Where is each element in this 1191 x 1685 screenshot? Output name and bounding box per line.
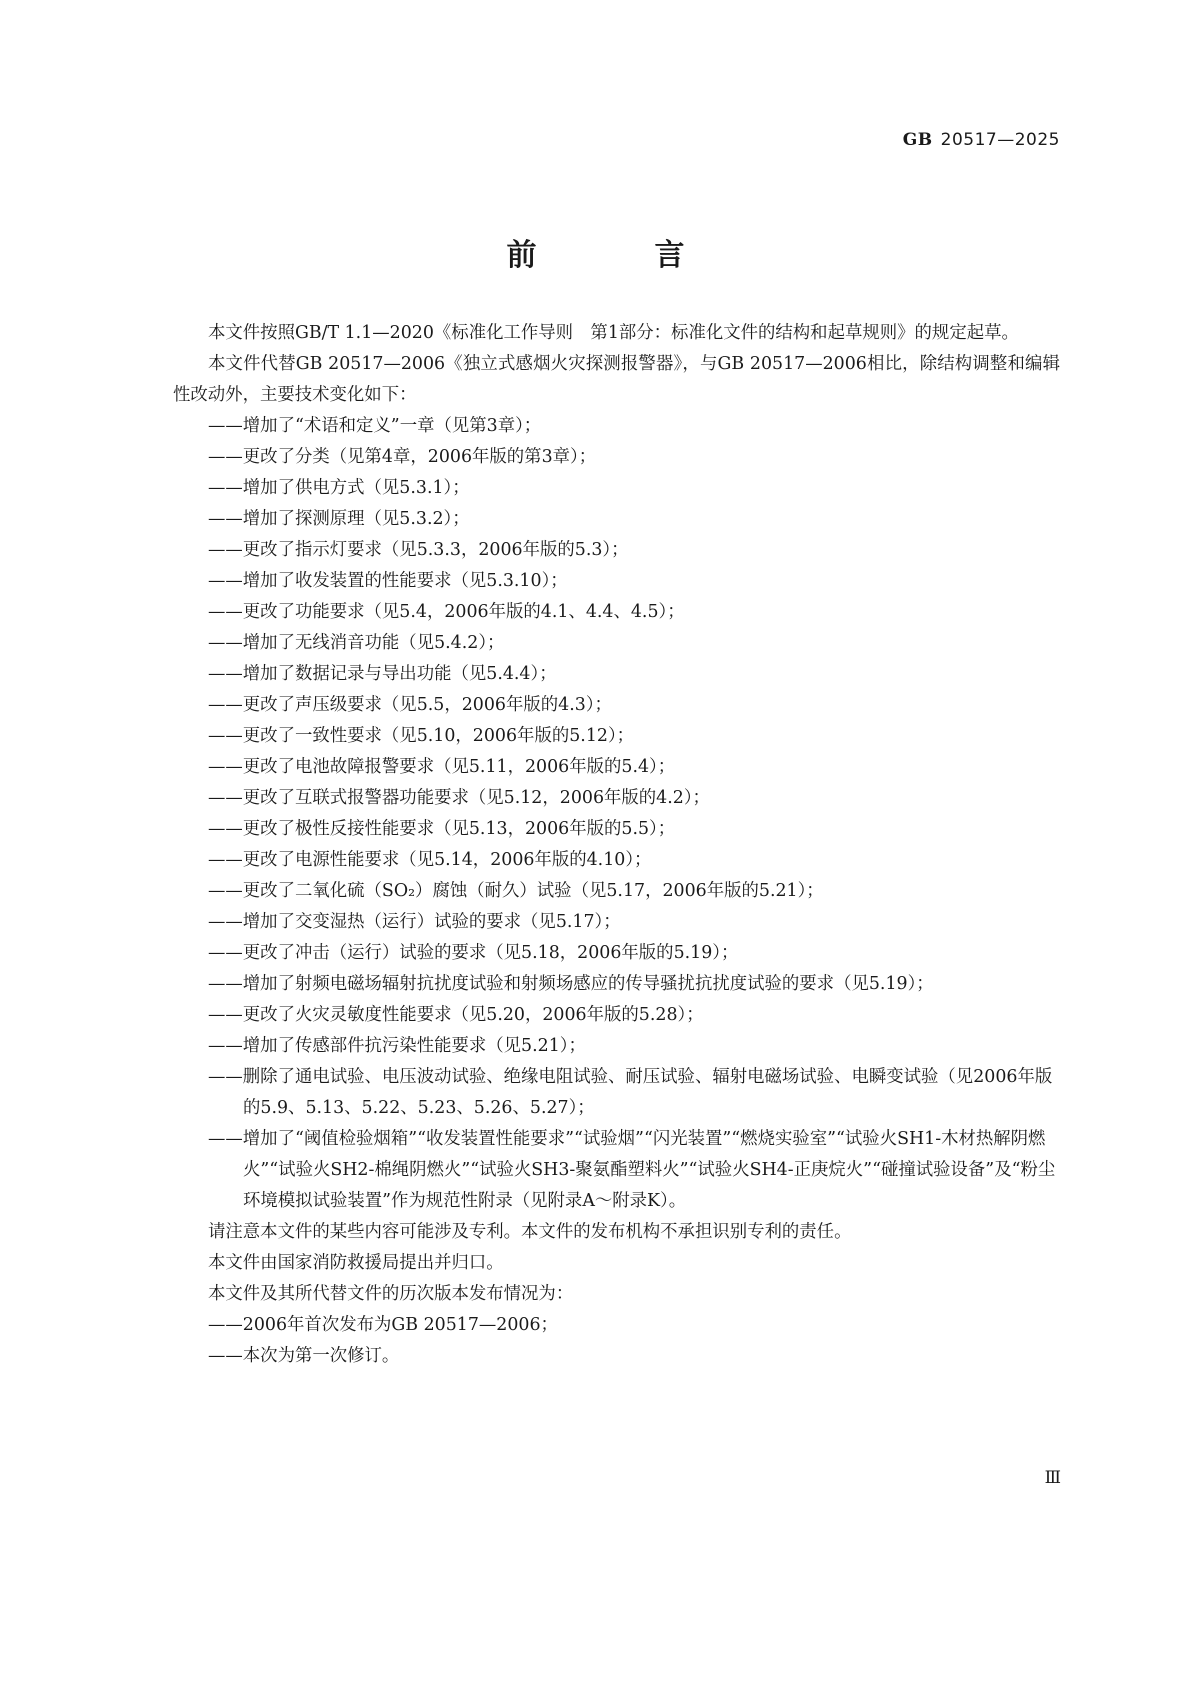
list-item: ——增加了无线消音功能（见5.4.2）； xyxy=(208,633,505,653)
page-number: Ⅲ xyxy=(1044,1468,1061,1488)
list-item: ——增加了供电方式（见5.3.1）； xyxy=(208,478,470,498)
list-item: ——更改了极性反接性能要求（见5.13，2006年版的5.5）； xyxy=(208,819,676,839)
list-item: ——更改了二氧化硫（SO₂）腐蚀（耐久）试验（见5.17，2006年版的5.21）； xyxy=(208,881,824,901)
list-item: ——更改了冲击（运行）试验的要求（见5.18，2006年版的5.19）； xyxy=(208,943,739,963)
list-item: ——增加了交变湿热（运行）试验的要求（见5.17）； xyxy=(208,912,621,932)
list-item: ——增加了射频电磁场辐射抗扰度试验和射频场感应的传导骚扰抗扰度试验的要求（见5.19）； xyxy=(208,974,934,994)
list-item: ——本次为第一次修订。 xyxy=(208,1346,400,1366)
page-title: 前 言 xyxy=(506,238,729,273)
changes-list xyxy=(173,411,1060,1217)
standard-code xyxy=(903,130,1060,150)
list-item: ——更改了火灾灵敏度性能要求（见5.20，2006年版的5.28）； xyxy=(208,1005,704,1025)
list-item: ——增加了收发装置的性能要求（见5.3.10）； xyxy=(208,571,568,591)
version-history-intro: 本文件及其所代替文件的历次版本发布情况为： xyxy=(208,1284,574,1304)
list-item: ——增加了数据记录与导出功能（见5.4.4）； xyxy=(208,664,557,684)
version-history-list xyxy=(173,1310,1060,1372)
list-item: ——更改了电池故障报警要求（见5.11，2006年版的5.4）； xyxy=(208,757,676,777)
list-item: ——更改了指示灯要求（见5.3.3，2006年版的5.3）； xyxy=(208,540,629,560)
list-item: ——更改了声压级要求（见5.5，2006年版的4.3）； xyxy=(208,695,612,715)
list-item: ——更改了互联式报警器功能要求（见5.12，2006年版的4.2）； xyxy=(208,788,710,808)
standard-code-number: 20517—2025 xyxy=(940,130,1060,150)
list-item: ——更改了电源性能要求（见5.14，2006年版的4.10）； xyxy=(208,850,652,870)
list-item: ——2006年首次发布为GB 20517—2006； xyxy=(208,1315,558,1335)
list-item: ——增加了探测原理（见5.3.2）； xyxy=(208,509,470,529)
replacement-paragraph: 本文件代替GB 20517—2006《独立式感烟火灾探测报警器》，与GB 20517—2006相比，除结构调整和编辑性改动外，主要技术变化如下： xyxy=(173,354,1060,405)
foreword-body xyxy=(173,318,1060,1372)
list-item: ——增加了“术语和定义”一章（见第3章）； xyxy=(208,416,542,436)
list-item: ——更改了一致性要求（见5.10，2006年版的5.12）； xyxy=(208,726,635,746)
list-item: ——增加了“阈值检验烟箱”“收发装置性能要求”“试验烟”“闪光装置”“燃烧实验室”“试验火SH1-木材热解阴燃火”“试验火SH2-棉绳阴燃火”“试验火SH3-聚氨酯塑料火”“试验火SH4-正庚烷火”“碰撞试验设备”及“粉尘环境模拟试验装置”作为规范性附录（见附录A～附录K）。 xyxy=(208,1129,1056,1211)
proposing-authority: 本文件由国家消防救援局提出并归口。 xyxy=(208,1253,504,1273)
list-item: ——增加了传感部件抗污染性能要求（见5.21）； xyxy=(208,1036,586,1056)
list-item: ——删除了通电试验、电压波动试验、绝缘电阻试验、耐压试验、辐射电磁场试验、电瞬变试验（见2006年版的5.9、5.13、5.22、5.23、5.26、5.27）； xyxy=(208,1067,1053,1118)
list-item: ——更改了功能要求（见5.4，2006年版的4.1、4.4、4.5）； xyxy=(208,602,685,622)
intro-paragraph: 本文件按照GB/T 1.1—2020《标准化工作导则 第1部分：标准化文件的结构和起草规则》的规定起草。 xyxy=(208,323,1019,343)
list-item: ——更改了分类（见第4章，2006年版的第3章）； xyxy=(208,447,597,467)
standard-code-prefix: GB xyxy=(902,130,933,150)
patent-notice: 请注意本文件的某些内容可能涉及专利。本文件的发布机构不承担识别专利的责任。 xyxy=(208,1222,852,1242)
